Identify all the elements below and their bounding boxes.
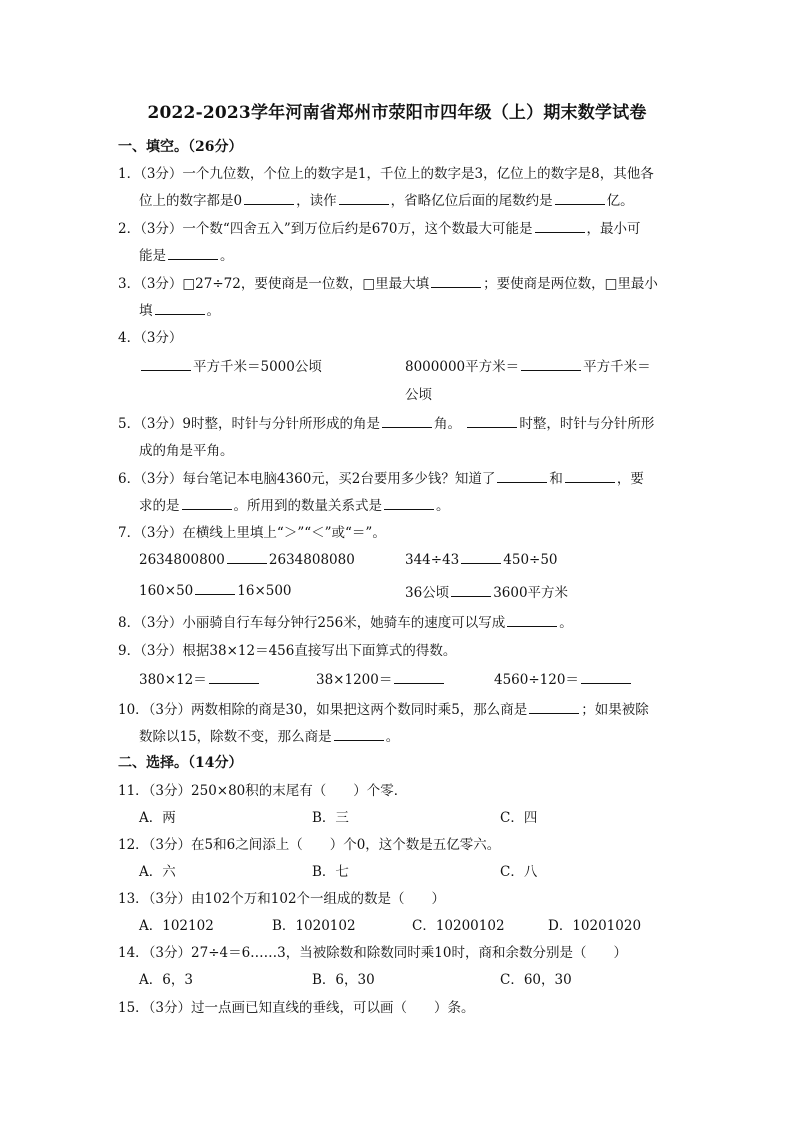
question-5-text: 5．（3分）9时整，时针与分针所形成的角是 xyxy=(118,416,381,432)
option-c[interactable]: C．四 xyxy=(500,810,538,826)
answer-blank[interactable] xyxy=(339,191,389,205)
question-3-text: ；要使商是两位数，□里最小 xyxy=(483,276,658,292)
option-b[interactable]: B．6，30 xyxy=(312,972,375,988)
option-d[interactable]: D．10201020 xyxy=(548,918,642,934)
question-9-item-a xyxy=(139,668,261,688)
question-6-text: ，要 xyxy=(616,471,644,487)
question-1-text: ，读作 xyxy=(296,193,337,209)
question-9-text: 4560÷120＝ xyxy=(494,672,579,688)
question-7-text: 2634800800 xyxy=(139,552,225,568)
question-7-item-b xyxy=(405,550,558,568)
question-15-stem: 15．（3分）过一点画已知直线的垂线，可以画（ ）条。 xyxy=(118,1000,475,1016)
question-8-text: 。 xyxy=(559,615,573,631)
question-14-stem: 14．（3分）27÷4＝6……3，当被除数和除数同时乘10时，商和余数分别是（ ） xyxy=(118,945,627,961)
answer-blank[interactable] xyxy=(209,670,259,684)
question-4-right-unit: 公顷 xyxy=(405,387,432,403)
answer-blank[interactable] xyxy=(182,496,232,510)
question-3-text: 。 xyxy=(206,303,220,319)
answer-blank[interactable] xyxy=(334,727,384,741)
question-7-text: 2634808080 xyxy=(268,552,355,568)
option-b[interactable]: B．1020102 xyxy=(272,918,356,934)
question-6-text: 6．（3分）每台笔记本电脑4360元，买2台要用多少钱？知道了 xyxy=(118,471,496,487)
question-2-text: 2．（3分）一个数“四舍五入”到万位后约是670万，这个数最大可能是 xyxy=(118,221,533,237)
answer-blank[interactable] xyxy=(394,670,444,684)
option-b[interactable]: B．七 xyxy=(312,864,349,880)
question-9-text: 380×12＝ xyxy=(139,672,207,688)
question-3-text: 3．（3分）□27÷72，要使商是一位数，□里最大填 xyxy=(118,276,430,292)
answer-blank[interactable] xyxy=(384,496,434,510)
question-10-line-2 xyxy=(139,725,399,745)
question-5-text: 时整，时针与分针所形 xyxy=(519,416,655,432)
page-title: 2022-2023学年河南省郑州市荥阳市四年级（上）期末数学试卷 xyxy=(147,103,647,123)
question-7-text: 16×500 xyxy=(237,583,292,599)
answer-blank[interactable] xyxy=(431,274,481,288)
question-7-text: 344÷43 xyxy=(405,552,460,568)
question-9-text: 38×1200＝ xyxy=(316,672,393,688)
question-1-text: ，省略亿位后面的尾数约是 xyxy=(390,193,553,209)
option-a[interactable]: A．两 xyxy=(139,810,176,826)
section-heading-choice: 二、选择。（14分） xyxy=(118,755,243,771)
answer-blank[interactable] xyxy=(382,414,432,428)
question-1-line-1: 1．（3分）一个九位数，个位上的数字是1，千位上的数字是3，亿位上的数字是8，其他各 xyxy=(118,166,654,182)
answer-blank[interactable] xyxy=(451,583,491,597)
question-4-left xyxy=(139,355,322,375)
question-9-line-1: 9．（3分）根据38×12＝456直接写出下面算式的得数。 xyxy=(118,643,457,659)
question-10-text: 数除以15，除数不变，那么商是 xyxy=(139,729,332,745)
option-c[interactable]: C．八 xyxy=(500,864,538,880)
answer-blank[interactable] xyxy=(581,670,631,684)
option-a[interactable]: A．102102 xyxy=(139,918,214,934)
answer-blank[interactable] xyxy=(168,246,218,260)
question-9-item-c xyxy=(494,668,633,688)
answer-blank[interactable] xyxy=(244,191,294,205)
question-2-text: 能是 xyxy=(139,248,166,264)
answer-blank[interactable] xyxy=(461,550,501,564)
answer-blank[interactable] xyxy=(195,581,235,595)
question-7-text: 36公顷 xyxy=(405,585,450,601)
section-heading-fill: 一、填空。（26分） xyxy=(118,139,243,155)
question-8-text: 8．（3分）小丽骑自行车每分钟行256米，她骑车的速度可以写成 xyxy=(118,615,506,631)
option-b[interactable]: B．三 xyxy=(312,810,349,826)
question-11-stem: 11．（3分）250×80积的末尾有（ ）个零． xyxy=(118,783,408,799)
answer-blank[interactable] xyxy=(555,191,605,205)
question-7-line-1: 7．（3分）在横线上里填上“＞”“＜”或“＝”。 xyxy=(118,525,386,541)
question-3-line-2 xyxy=(139,299,220,319)
answer-blank[interactable] xyxy=(467,414,517,428)
question-4-right xyxy=(405,355,651,375)
question-9-item-b xyxy=(316,668,446,688)
question-13-stem: 13．（3分）由102个万和102个一组成的数是（ ） xyxy=(118,891,446,907)
question-4-text: 平方千米＝5000公顷 xyxy=(193,359,322,375)
question-7-text: 450÷50 xyxy=(503,552,558,568)
question-4-text: 平方千米＝ xyxy=(583,359,651,375)
question-4-line-1: 4．（3分） xyxy=(118,330,183,346)
question-6-text: 和 xyxy=(549,471,563,487)
question-5-line-1 xyxy=(118,412,654,432)
question-10-text: ；如果被除 xyxy=(581,702,649,718)
answer-blank[interactable] xyxy=(507,613,557,627)
question-6-line-2 xyxy=(139,494,450,514)
question-7-item-c xyxy=(139,581,292,599)
question-1-line-2 xyxy=(139,189,634,209)
question-10-text: 10．（3分）两数相除的商是30，如果把这两个数同时乘5，那么商是 xyxy=(118,702,528,718)
question-6-text: 。所用到的数量关系式是 xyxy=(233,498,382,514)
question-8-line-1 xyxy=(118,611,573,631)
question-6-text: 。 xyxy=(436,498,450,514)
question-6-line-1 xyxy=(118,467,644,487)
question-12-stem: 12．（3分）在5和6之间添上（ ）个0，这个数是五亿零六。 xyxy=(118,837,501,853)
question-4-text: 8000000平方米＝ xyxy=(405,359,520,375)
answer-blank[interactable] xyxy=(497,469,547,483)
answer-blank[interactable] xyxy=(565,469,615,483)
answer-blank[interactable] xyxy=(227,550,267,564)
answer-blank[interactable] xyxy=(141,357,191,371)
question-10-text: 。 xyxy=(385,729,400,745)
answer-blank[interactable] xyxy=(155,301,205,315)
question-3-text: 填 xyxy=(139,303,153,319)
question-10-line-1 xyxy=(118,698,649,718)
question-7-text: 160×50 xyxy=(139,583,194,599)
option-a[interactable]: A．六 xyxy=(139,864,176,880)
answer-blank[interactable] xyxy=(535,219,585,233)
option-c[interactable]: C．10200102 xyxy=(412,918,505,934)
question-2-text: ，最小可 xyxy=(586,221,641,237)
question-2-text: 。 xyxy=(220,248,234,264)
question-3-line-1 xyxy=(118,272,658,292)
option-c[interactable]: C．60，30 xyxy=(500,972,572,988)
question-7-item-a xyxy=(139,550,355,568)
question-1-text: 亿。 xyxy=(606,193,634,209)
question-2-line-2 xyxy=(139,244,234,264)
answer-blank[interactable] xyxy=(521,357,581,371)
question-2-line-1 xyxy=(118,217,641,237)
question-5-text: 角。 xyxy=(434,416,462,432)
question-5-line-2: 成的角是平角。 xyxy=(139,443,234,459)
question-1-text: 位上的数字都是0 xyxy=(139,193,243,209)
question-7-item-d xyxy=(405,581,568,601)
question-7-text: 3600平方米 xyxy=(493,585,569,601)
question-6-text: 求的是 xyxy=(139,498,180,514)
option-a[interactable]: A．6，3 xyxy=(139,972,193,988)
answer-blank[interactable] xyxy=(529,700,579,714)
